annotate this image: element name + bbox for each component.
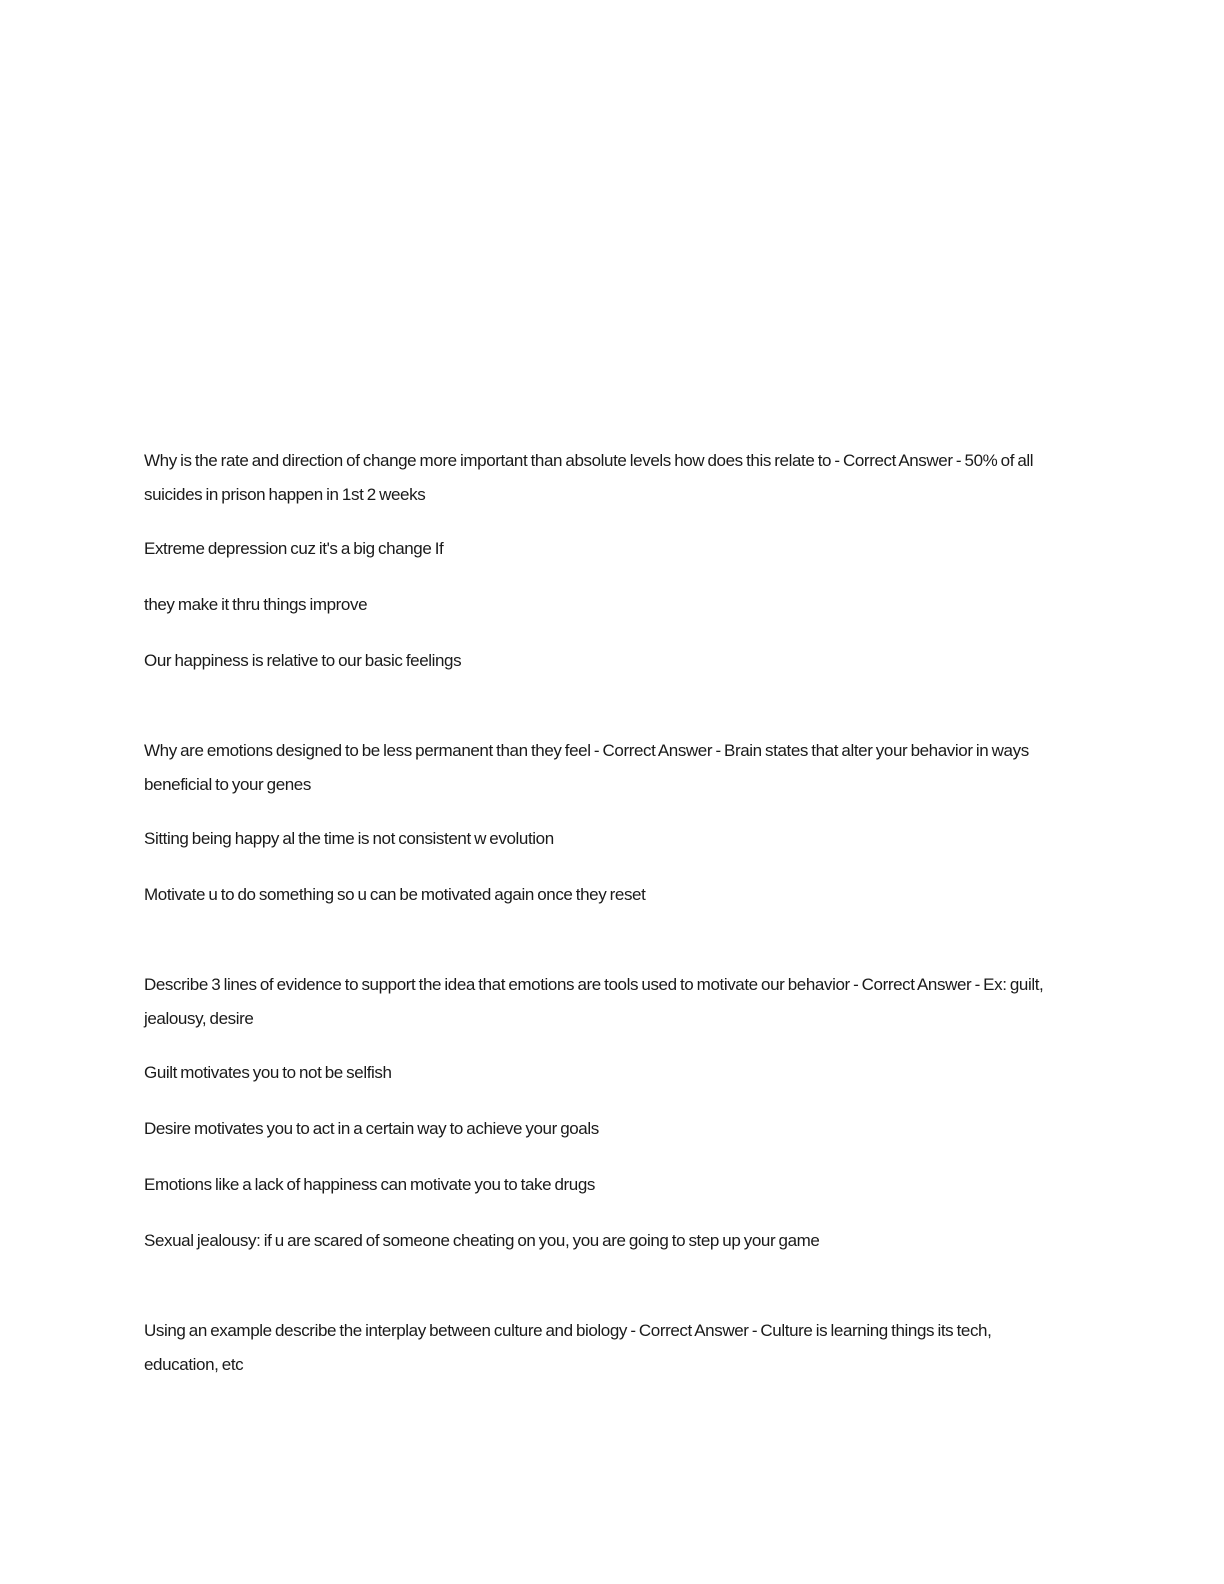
card-answer-line: Desire motivates you to act in a certain way to achieve your goals: [144, 1119, 599, 1138]
flashcard-2: [144, 734, 1054, 914]
card-answer-line: Guilt motivates you to not be selfish: [144, 1063, 392, 1082]
card-question: Why is the rate and direction of change more important than absolute levels how does this relate to - Correct Answer - 50% of all suicides in prison happen in 1st 2 weeks: [144, 451, 1034, 504]
flashcard-3: [144, 968, 1054, 1260]
card-question: Why are emotions designed to be less permanent than they feel - Correct Answer - Brain states that alter your behavior in ways beneficial to your genes: [144, 741, 1029, 794]
card-answer-line: Emotions like a lack of happiness can motivate you to take drugs: [144, 1175, 595, 1194]
card-question: Using an example describe the interplay between culture and biology - Correct Answer - Culture is learning things its tech, education, etc: [144, 1321, 992, 1374]
card-answer-line: Sexual jealousy: if u are scared of someone cheating on you, you are going to step up your game: [144, 1231, 820, 1250]
card-answer-line: Extreme depression cuz it's a big change If: [144, 539, 444, 558]
flashcard-1: [144, 444, 1054, 680]
card-question: Describe 3 lines of evidence to support the idea that emotions are tools used to motivate our behavior - Correct Answer - Ex: guilt, jealousy, desire: [144, 975, 1044, 1028]
card-answer-line: Sitting being happy al the time is not consistent w evolution: [144, 829, 554, 848]
card-answer-line: they make it thru things improve: [144, 595, 368, 614]
document-body: [144, 444, 1054, 1436]
flashcard-4: [144, 1314, 1054, 1382]
card-answer-line: Our happiness is relative to our basic feelings: [144, 651, 462, 670]
card-answer-line: Motivate u to do something so u can be motivated again once they reset: [144, 885, 646, 904]
